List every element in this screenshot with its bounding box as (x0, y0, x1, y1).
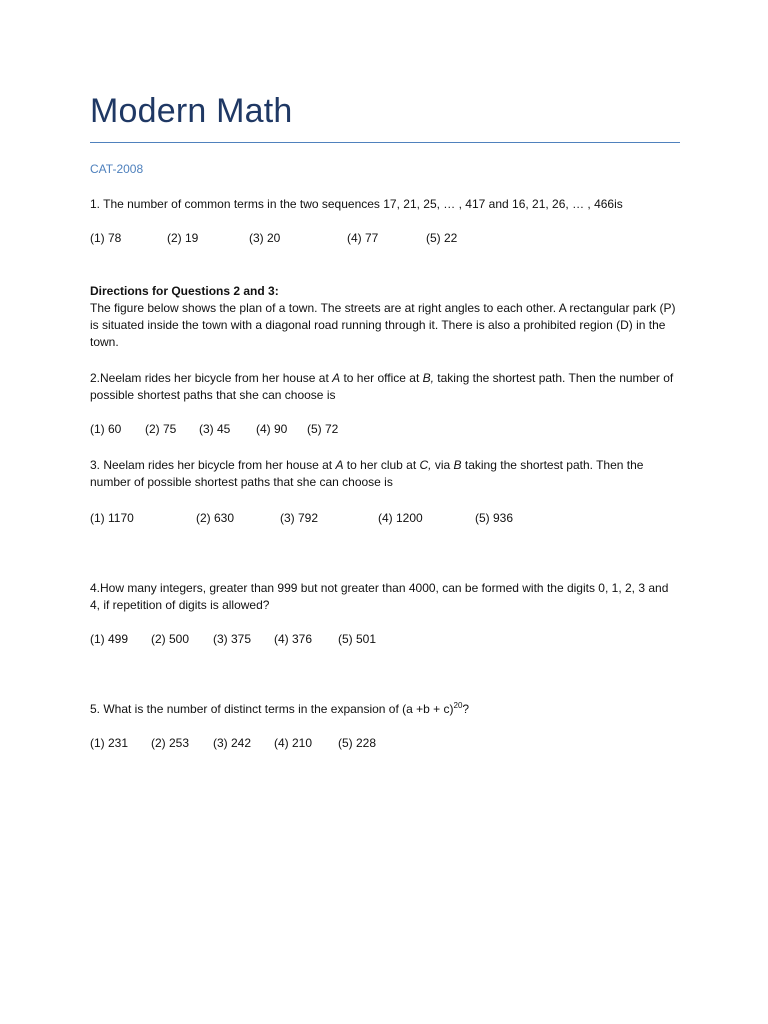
q4-option-2: (2) 500 (151, 632, 190, 646)
q2-text-part3: taking the shortest path. Then the number of possible shortest paths that she can choose is (90, 371, 674, 402)
q2-option-1: (1) 60 (90, 422, 122, 436)
q1-option-1: (1) 78 (90, 231, 122, 245)
q5-option-5: (5) 228 (338, 736, 377, 750)
question-3-text (90, 457, 680, 491)
directions-heading: Directions for Questions 2 and 3: (90, 284, 279, 298)
q3-point-a: A (335, 458, 344, 472)
q5-option-4: (4) 210 (274, 736, 313, 750)
q1-option-3: (3) 20 (249, 231, 281, 245)
q2-option-3: (3) 45 (199, 422, 231, 436)
q3-option-1: (1) 1170 (90, 511, 134, 525)
q5-text-end: ? (462, 702, 470, 716)
q4-option-3: (3) 375 (213, 632, 252, 646)
q5-exponent: 20 (453, 701, 463, 710)
q3-option-4: (4) 1200 (378, 511, 423, 525)
q3-point-b: B (453, 458, 462, 472)
q3-point-c: C, (419, 458, 432, 472)
q3-text-part3: via (431, 458, 454, 472)
page-title: Modern Math (90, 92, 293, 130)
q4-option-4: (4) 376 (274, 632, 313, 646)
q3-option-2: (2) 630 (196, 511, 235, 525)
q3-option-5: (5) 936 (475, 511, 514, 525)
q5-option-1: (1) 231 (90, 736, 129, 750)
q2-option-4: (4) 90 (256, 422, 288, 436)
q5-text: 5. What is the number of distinct terms in the expansion of (a +b + c) (90, 702, 454, 716)
q2-option-2: (2) 75 (145, 422, 177, 436)
q3-option-3: (3) 792 (280, 511, 319, 525)
title-divider (90, 142, 680, 143)
q3-text-part1: 3. Neelam rides her bicycle from her house at (90, 458, 336, 472)
q5-option-3: (3) 242 (213, 736, 252, 750)
q2-option-5: (5) 72 (307, 422, 339, 436)
exam-subtitle: CAT-2008 (90, 162, 144, 176)
q2-text-part2: to her office at (340, 371, 423, 385)
directions-body: The figure below shows the plan of a town. The streets are at right angles to each other. A rectangular park (P) is situated inside the town with a diagonal road running through it. There is also a prohibited region (D) in the town. (90, 301, 676, 349)
question-4-text: 4.How many integers, greater than 999 but not greater than 4000, can be formed with the digits 0, 1, 2, 3 and 4, if repetition of digits is allowed? (90, 581, 669, 612)
question-2-text (90, 370, 680, 404)
q2-text-part1: 2.Neelam rides her bicycle from her house at (90, 371, 333, 385)
q4-option-5: (5) 501 (338, 632, 377, 646)
q2-point-b: B, (422, 371, 434, 385)
q3-text-part2: to her club at (343, 458, 420, 472)
q4-option-1: (1) 499 (90, 632, 129, 646)
question-1-text: 1. The number of common terms in the two sequences 17, 21, 25, … , 417 and 16, 21, 26, … , 466is (90, 197, 623, 211)
q3-text-part4: taking the shortest path. Then the number of possible shortest paths that she can choose is (90, 458, 644, 489)
q1-option-5: (5) 22 (426, 231, 458, 245)
q1-option-2: (2) 19 (167, 231, 199, 245)
q1-option-4: (4) 77 (347, 231, 379, 245)
q2-point-a: A (332, 371, 341, 385)
q5-option-2: (2) 253 (151, 736, 190, 750)
question-5-text (90, 701, 469, 718)
